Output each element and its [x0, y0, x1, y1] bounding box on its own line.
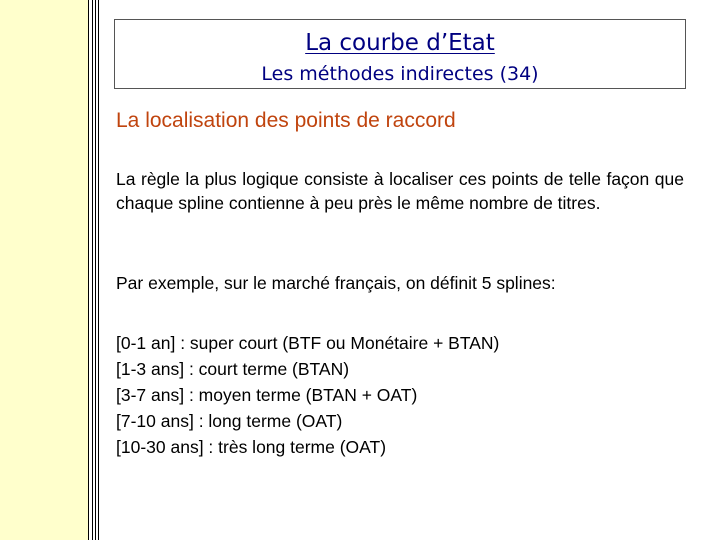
list-item: [1-3 ans] : court terme (BTAN) [116, 359, 350, 379]
slide-subtitle: Les méthodes indirectes (34) [261, 63, 539, 85]
decorative-vertical-line [98, 0, 99, 540]
section-heading: La localisation des points de raccord [116, 109, 456, 132]
paragraph-rule: La règle la plus logique consiste à localiser ces points de telle façon que chaque spline contienne à peu près le même nombre de titres. [116, 169, 684, 213]
decorative-vertical-line [95, 0, 96, 540]
list-item: [0-1 an] : super court (BTF ou Monétaire + BTAN) [116, 333, 500, 353]
title-box [114, 19, 686, 89]
paragraph-example: Par exemple, sur le marché français, on définit 5 splines: [116, 273, 556, 293]
slide-title: La courbe d’Etat [305, 30, 495, 56]
list-item: [10-30 ans] : très long terme (OAT) [116, 437, 387, 457]
list-item: [7-10 ans] : long terme (OAT) [116, 411, 343, 431]
list-item: [3-7 ans] : moyen terme (BTAN + OAT) [116, 385, 418, 405]
decorative-vertical-line [92, 0, 93, 540]
spline-list [116, 330, 499, 460]
decorative-vertical-line [88, 0, 89, 540]
left-decorative-band [0, 0, 88, 540]
